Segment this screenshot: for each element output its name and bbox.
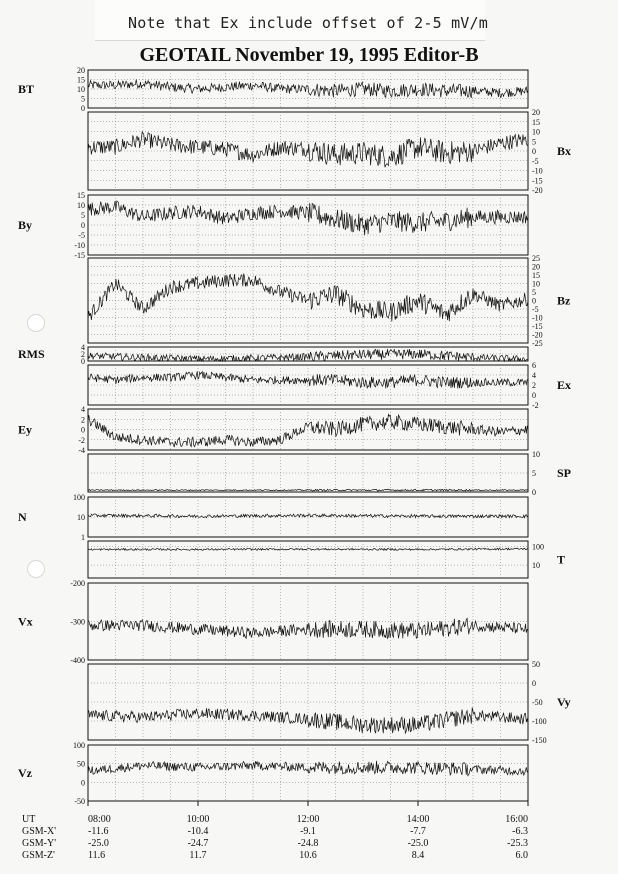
tick-label-bx: 5 bbox=[532, 137, 536, 147]
tick-label-vx: -400 bbox=[70, 656, 85, 665]
tick-label-sp: 5 bbox=[532, 469, 536, 478]
tick-label-bt: 15 bbox=[77, 75, 85, 85]
tick-label-by: -5 bbox=[78, 231, 85, 240]
orbit-row-label: GSM-X' bbox=[22, 826, 57, 837]
tick-label-n: 100 bbox=[73, 493, 85, 502]
tick-label-bx: 15 bbox=[532, 117, 540, 127]
orbit-value: 6.0 bbox=[515, 850, 528, 861]
tick-label-by: 0 bbox=[81, 221, 85, 230]
tick-label-vz: -50 bbox=[74, 797, 85, 806]
orbit-value: -11.6 bbox=[88, 826, 109, 837]
offset-note: Note that Ex include offset of 2-5 mV/m bbox=[128, 14, 488, 32]
panel-label-bz: Bz bbox=[557, 293, 571, 308]
series-line-vy bbox=[88, 707, 528, 733]
tick-label-bx: -15 bbox=[532, 176, 543, 186]
tick-label-bz: -20 bbox=[532, 330, 543, 340]
tick-label-bz: 0 bbox=[532, 296, 536, 306]
orbit-value: -24.7 bbox=[187, 838, 209, 849]
tick-label-bt: 20 bbox=[77, 66, 85, 75]
tick-label-vy: -50 bbox=[532, 698, 543, 707]
panel-label-ex: Ex bbox=[557, 378, 572, 392]
tick-label-bx: 0 bbox=[532, 147, 536, 156]
x-tick-label: 08:00 bbox=[88, 814, 111, 825]
tick-label-by: -15 bbox=[74, 251, 85, 260]
panel-label-bt: BT bbox=[18, 82, 35, 96]
panel-label-t: T bbox=[557, 552, 566, 567]
tick-label-by: 5 bbox=[81, 211, 85, 220]
x-tick-label: 12:00 bbox=[296, 814, 320, 825]
tick-label-bz: 15 bbox=[532, 271, 540, 280]
panel-label-bx: Bx bbox=[557, 144, 572, 158]
tick-label-vz: 0 bbox=[81, 778, 85, 788]
tick-label-ex: 6 bbox=[532, 361, 536, 370]
tick-label-vz: 50 bbox=[77, 759, 85, 769]
orbit-value: -6.3 bbox=[512, 826, 528, 837]
orbit-value: 11.7 bbox=[189, 850, 207, 861]
x-tick-label: 14:00 bbox=[406, 814, 430, 825]
orbit-value: 8.4 bbox=[411, 850, 425, 861]
orbit-row-label: UT bbox=[22, 814, 36, 825]
tick-label-vy: -100 bbox=[532, 717, 547, 726]
panel-label-vx: Vx bbox=[18, 614, 33, 629]
tick-label-ey: -2 bbox=[78, 435, 85, 445]
tick-label-bz: 25 bbox=[532, 254, 540, 263]
tick-label-by: 10 bbox=[77, 201, 85, 210]
orbit-value: -9.1 bbox=[300, 826, 316, 837]
tick-label-bz: 20 bbox=[532, 262, 540, 272]
tick-label-by: -10 bbox=[74, 241, 85, 250]
panel-label-by: By bbox=[18, 218, 33, 232]
tick-label-bz: -15 bbox=[532, 322, 543, 331]
tick-label-bz: -10 bbox=[532, 313, 543, 323]
tick-label-bx: 10 bbox=[532, 127, 540, 137]
chart-title: GEOTAIL November 19, 1995 Editor-B bbox=[139, 44, 479, 66]
tick-label-vx: -300 bbox=[70, 617, 85, 627]
tick-label-sp: 0 bbox=[532, 488, 536, 497]
orbit-value: -10.4 bbox=[187, 826, 209, 837]
tick-label-sp: 10 bbox=[532, 450, 540, 459]
tick-label-vy: 50 bbox=[532, 660, 540, 669]
orbit-value: -25.0 bbox=[407, 838, 429, 849]
panel-label-vy: Vy bbox=[557, 695, 571, 709]
tick-label-ex: 4 bbox=[532, 371, 536, 380]
orbit-value: 11.6 bbox=[88, 850, 106, 861]
tick-label-vx: -200 bbox=[70, 579, 85, 588]
tick-label-bt: 5 bbox=[81, 94, 85, 104]
tick-label-ex: -2 bbox=[532, 401, 539, 410]
tick-label-vz: 100 bbox=[73, 741, 85, 750]
tick-label-bx: -20 bbox=[532, 186, 543, 195]
panel-label-ey: Ey bbox=[18, 422, 33, 437]
orbit-value: -25.0 bbox=[88, 838, 109, 849]
orbit-value: -25.3 bbox=[507, 838, 528, 849]
tick-label-rms: 0 bbox=[81, 357, 85, 366]
tick-label-ey: -4 bbox=[78, 446, 85, 455]
x-tick-label: 10:00 bbox=[186, 814, 210, 825]
tick-label-bz: 10 bbox=[532, 279, 540, 289]
series-line-ex bbox=[88, 371, 528, 388]
tick-label-vy: 0 bbox=[532, 679, 536, 688]
tick-label-n: 1 bbox=[81, 533, 85, 542]
tick-label-ey: 2 bbox=[81, 415, 85, 425]
tick-label-bx: 20 bbox=[532, 108, 540, 117]
tick-label-bt: 10 bbox=[77, 85, 85, 94]
series-line-by bbox=[88, 201, 528, 235]
panel-label-sp: SP bbox=[557, 466, 572, 480]
tick-label-bz: 5 bbox=[532, 288, 536, 297]
panel-label-vz: Vz bbox=[18, 766, 32, 780]
tick-label-ey: 0 bbox=[81, 425, 85, 435]
orbit-value: -24.8 bbox=[297, 838, 319, 849]
tick-label-ex: 2 bbox=[532, 381, 536, 390]
tick-label-n: 10 bbox=[77, 513, 85, 522]
panel-label-n: N bbox=[18, 510, 27, 524]
orbit-row-label: GSM-Z' bbox=[22, 850, 55, 861]
tick-label-rms: 4 bbox=[81, 343, 85, 352]
tick-label-bz: -5 bbox=[532, 305, 539, 314]
x-tick-label: 16:00 bbox=[505, 814, 528, 825]
tick-label-ex: 0 bbox=[532, 391, 536, 400]
tick-label-rms: 2 bbox=[81, 350, 85, 359]
tick-label-ey: 4 bbox=[81, 405, 85, 414]
orbit-value: -7.7 bbox=[410, 826, 426, 837]
tick-label-t: 10 bbox=[532, 561, 540, 571]
panel-label-rms: RMS bbox=[18, 347, 45, 361]
orbit-row-label: GSM-Y' bbox=[22, 838, 57, 849]
tick-label-bz: -25 bbox=[532, 339, 543, 348]
tick-label-vy: -150 bbox=[532, 736, 547, 745]
orbit-value: 10.6 bbox=[299, 850, 317, 861]
tick-label-t: 100 bbox=[532, 542, 544, 552]
tick-label-bx: -10 bbox=[532, 166, 543, 176]
tick-label-bt: 0 bbox=[81, 104, 85, 113]
tick-label-by: 15 bbox=[77, 191, 85, 200]
tick-label-bx: -5 bbox=[532, 156, 539, 166]
series-line-bx bbox=[88, 132, 528, 167]
